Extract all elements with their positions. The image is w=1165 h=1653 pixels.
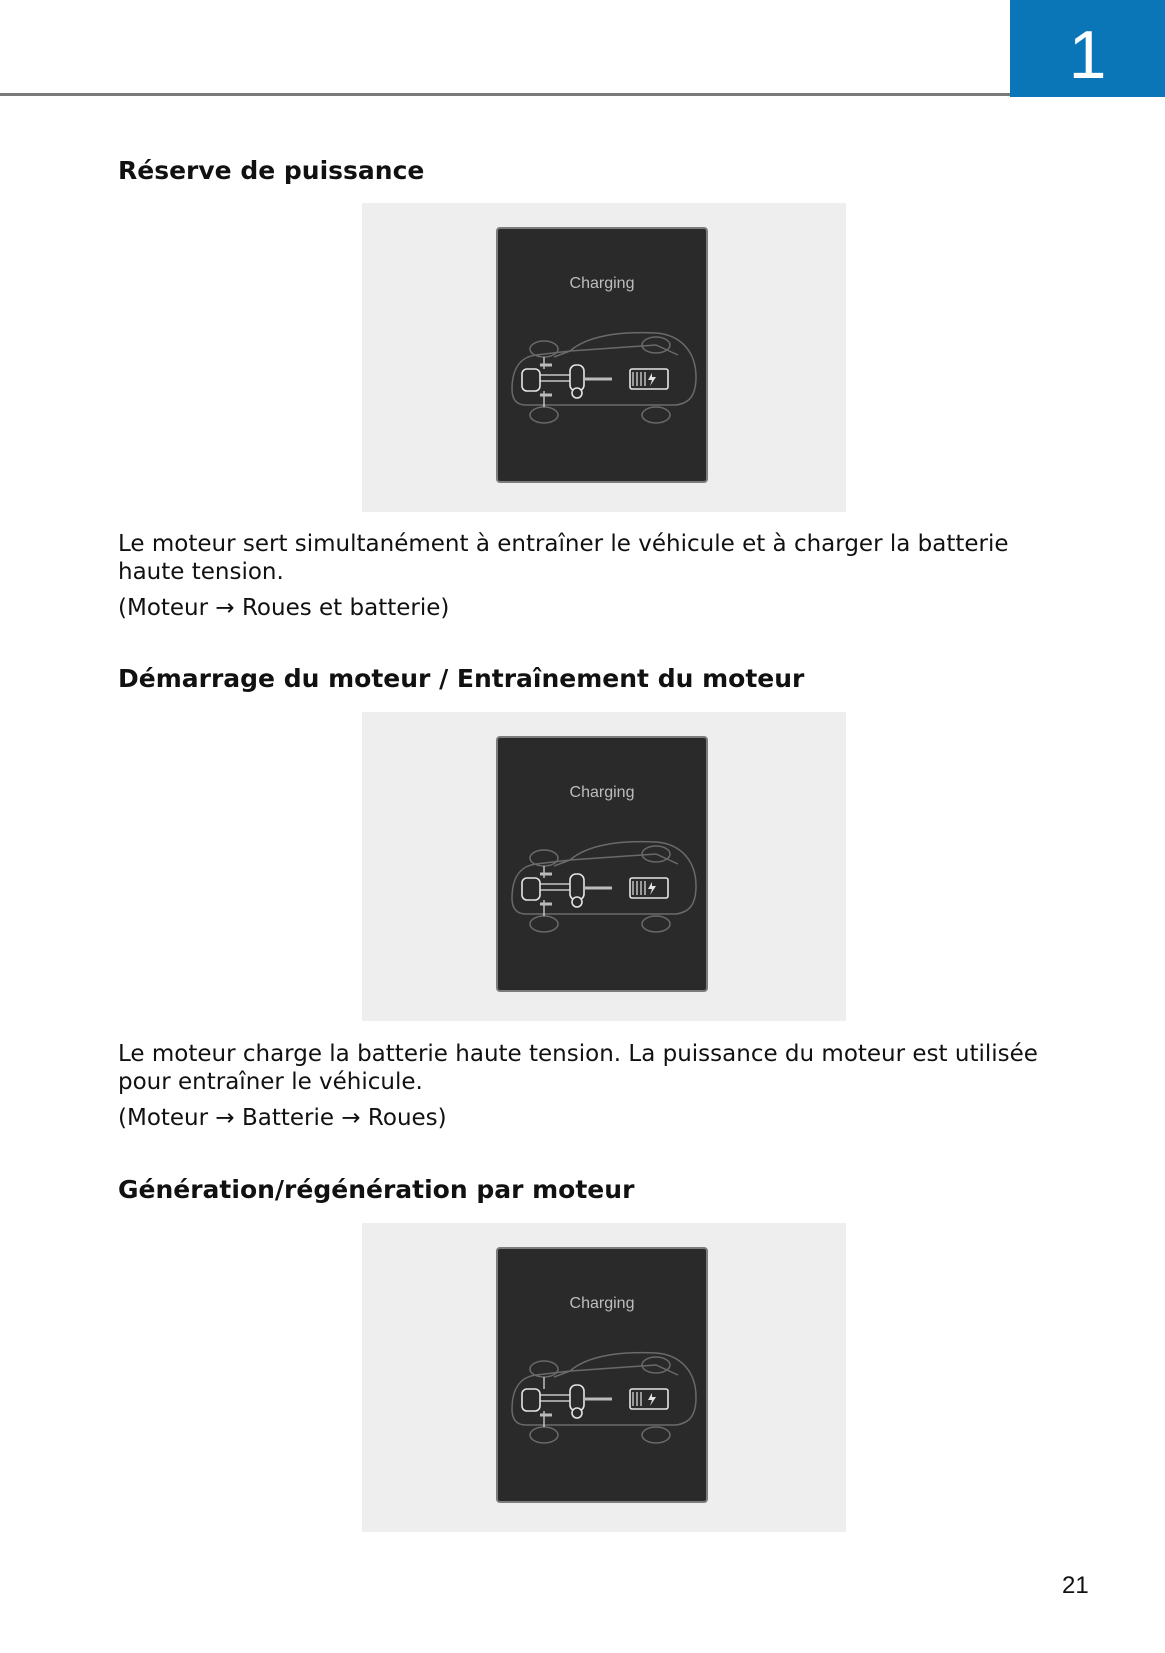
figure-engine-start <box>362 712 846 1021</box>
chapter-tab <box>1010 0 1165 97</box>
section-description-power-reserve: Le moteur sert simultanément à entraîner le véhicule et à charger la batterie haute tension. <box>118 531 1009 585</box>
cluster-screen <box>496 227 708 483</box>
figure-power-reserve <box>362 203 846 512</box>
cluster-screen <box>496 736 708 992</box>
energy-flow-power-reserve: (Moteur → Roues et batterie) <box>118 595 450 621</box>
section-heading-generation: Génération/régénération par moteur <box>118 1175 635 1204</box>
hybrid-car-diagram-icon <box>506 1349 702 1449</box>
header-rule <box>0 93 1010 96</box>
section-heading-engine-start: Démarrage du moteur / Entraînement du moteur <box>118 664 805 693</box>
screen-label: Charging <box>569 275 635 292</box>
section-heading-power-reserve: Réserve de puissance <box>118 156 425 185</box>
screen-label: Charging <box>569 1295 635 1312</box>
page-number: 21 <box>1062 1572 1089 1599</box>
figure-generation <box>362 1223 846 1532</box>
cluster-screen <box>496 1247 708 1503</box>
screen-label: Charging <box>569 784 635 801</box>
section-description-engine-start: Le moteur charge la batterie haute tension. La puissance du moteur est utilisée pour entraîner le véhicule. <box>118 1041 1038 1095</box>
chapter-number: 1 <box>1068 16 1107 93</box>
hybrid-car-diagram-icon <box>506 838 702 938</box>
energy-flow-engine-start: (Moteur → Batterie → Roues) <box>118 1105 447 1131</box>
hybrid-car-diagram-icon <box>506 329 702 429</box>
